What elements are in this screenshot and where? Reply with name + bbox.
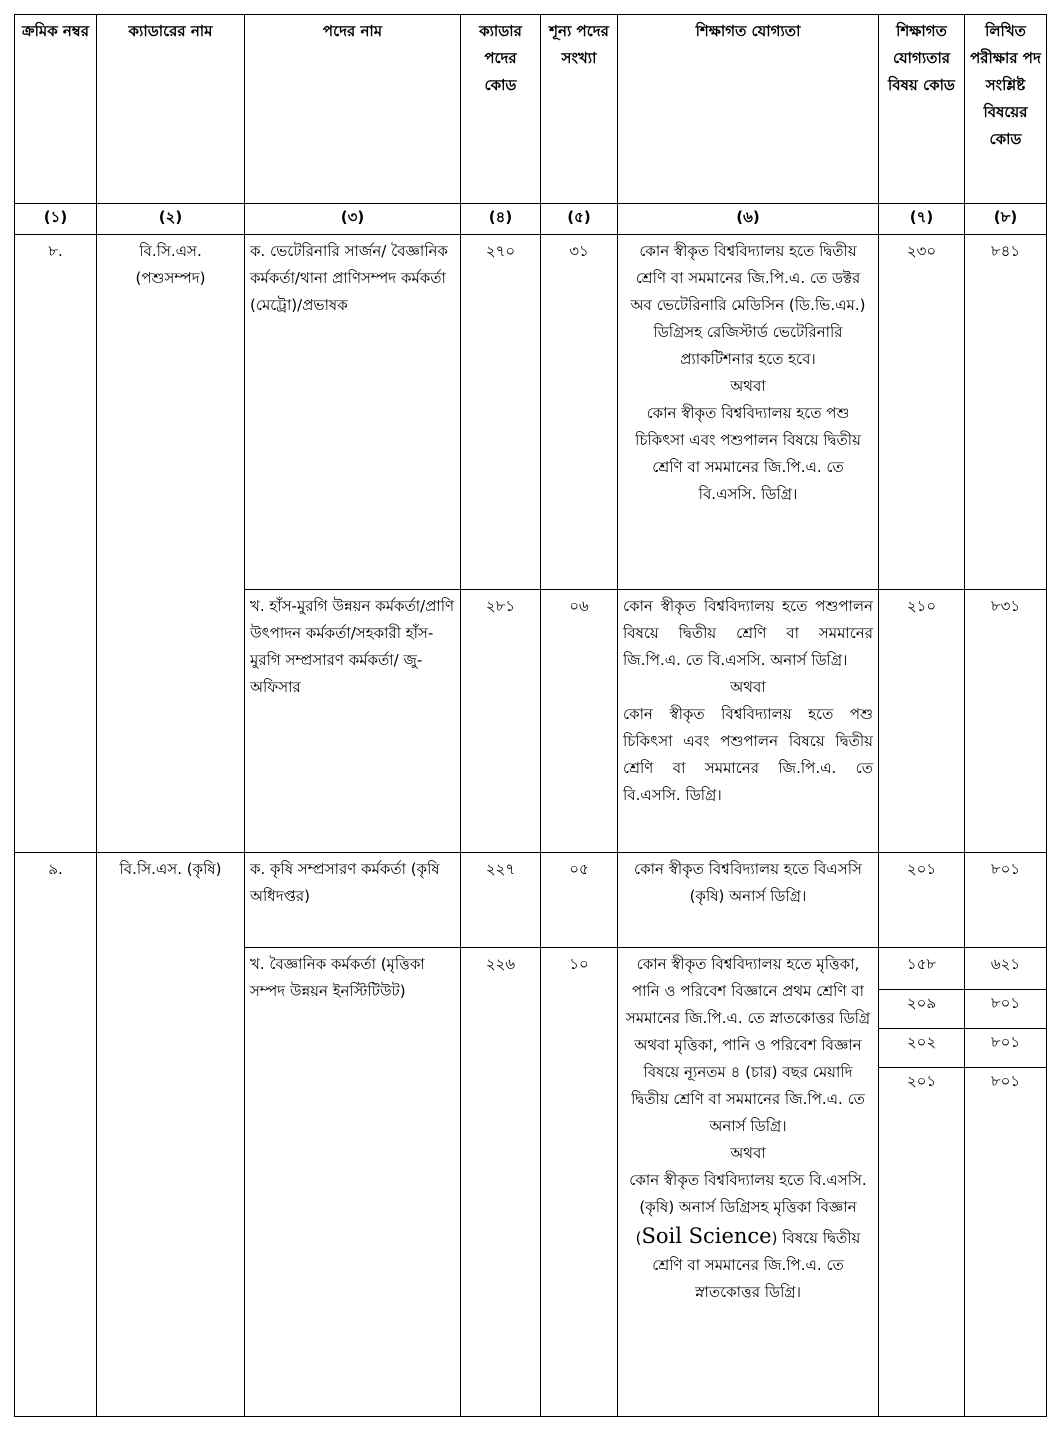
soil-science-text: Soil Science bbox=[641, 1224, 772, 1248]
header-code: ক্যাডার পদের কোড bbox=[461, 15, 541, 204]
vacancy-table bbox=[14, 14, 1047, 1417]
cadre-cell: বি.সি.এস. (পশুসম্পদ) bbox=[97, 235, 245, 853]
exam-code-cell: ৮০১ bbox=[965, 853, 1047, 948]
or-label: অথবা bbox=[730, 377, 766, 395]
vacancy-cell: ০৫ bbox=[541, 853, 618, 948]
post-name-cell: খ. হাঁস-মুরগি উন্নয়ন কর্মকর্তা/প্রাণি উৎপাদন কর্মকর্তা/সহকারী হাঁস-মুরগি সম্প্রসারণ কর্মকর্তা/ জু-অফিসার bbox=[245, 590, 461, 853]
qualification-cell bbox=[618, 590, 879, 853]
vacancy-cell: ০৬ bbox=[541, 590, 618, 853]
table-row bbox=[15, 235, 1047, 590]
header-cadre: ক্যাডারের নাম bbox=[97, 15, 245, 204]
post-name-cell: ক. কৃষি সম্প্রসারণ কর্মকর্তা (কৃষি অধিদপ্তর) bbox=[245, 853, 461, 948]
header-vacancy: শূন্য পদের সংখ্যা bbox=[541, 15, 618, 204]
qualification-cell bbox=[618, 853, 879, 948]
qualification-text: কোন স্বীকৃত বিশ্ববিদ্যালয় হতে দ্বিতীয় শ্রেণি বা সমমানের জি.পি.এ. তে ডক্টর অব ভেটেরিনারি মেডিসিন (ডি.ভি.এম.) ডিগ্রিসহ রেজিস্টার্ড ভেটেরিনারি প্র্যাকটিশনার হতে হবে। bbox=[630, 242, 866, 368]
col-number: (৩) bbox=[245, 204, 461, 235]
subject-code: ২০২ bbox=[879, 1029, 964, 1068]
serial-cell: ৯. bbox=[15, 853, 97, 1417]
col-number: (৬) bbox=[618, 204, 879, 235]
col-number: (৪) bbox=[461, 204, 541, 235]
exam-code: ৮০১ bbox=[990, 1072, 1021, 1090]
subject-code-cell: ২৩০ bbox=[879, 235, 965, 590]
qualification-cell bbox=[618, 948, 879, 1417]
qualification-text bbox=[623, 1167, 873, 1306]
qualification-text: কোন স্বীকৃত বিশ্ববিদ্যালয় হতে মৃত্তিকা, পানি ও পরিবেশ বিজ্ঞানে প্রথম শ্রেণি বা সমমানের জি.পি.এ. তে স্নাতকোত্তর ডিগ্রি অথবা মৃত্তিকা, পানি ও পরিবেশ বিজ্ঞান বিষয়ে ন্যূনতম ৪ (চার) বছর মেয়াদি দ্বিতীয় শ্রেণি বা সমমানের জি.পি.এ. তে অনার্স ডিগ্রি। bbox=[625, 955, 871, 1135]
serial-cell: ৮. bbox=[15, 235, 97, 853]
exam-code: ৮০১ bbox=[965, 1029, 1046, 1068]
qualification-text-part: কোন স্বীকৃত বিশ্ববিদ্যালয় হতে বি.এসসি. (কৃষি) অনার্স ডিগ্রিসহ মৃত্তিকা বিজ্ঞান ( bbox=[629, 1171, 867, 1247]
header-exam-code: লিখিত পরীক্ষার পদ সংশ্লিষ্ট বিষয়ের কোড bbox=[965, 15, 1047, 204]
header-subject-code: শিক্ষাগত যোগ্যতার বিষয় কোড bbox=[879, 15, 965, 204]
exam-code-cell bbox=[965, 948, 1047, 1417]
post-code-cell: ২২৭ bbox=[461, 853, 541, 948]
post-code-cell: ২৮১ bbox=[461, 590, 541, 853]
or-label: অথবা bbox=[730, 678, 766, 696]
column-number-row bbox=[15, 204, 1047, 235]
subject-code-cell bbox=[879, 948, 965, 1417]
exam-code-cell: ৮৪১ bbox=[965, 235, 1047, 590]
post-name-cell: খ. বৈজ্ঞানিক কর্মকর্তা (মৃত্তিকা সম্পদ উন্নয়ন ইনস্টিটিউট) bbox=[245, 948, 461, 1417]
post-code-cell: ২৭০ bbox=[461, 235, 541, 590]
col-number: (৮) bbox=[965, 204, 1047, 235]
col-number: (৭) bbox=[879, 204, 965, 235]
header-row bbox=[15, 15, 1047, 204]
table-row bbox=[15, 853, 1047, 948]
qualification-text: কোন স্বীকৃত বিশ্ববিদ্যালয় হতে পশু চিকিৎসা এবং পশুপালন বিষয়ে দ্বিতীয় শ্রেণি বা সমমানের জি.পি.এ. তে বি.এসসি. ডিগ্রি। bbox=[623, 705, 873, 804]
subject-code-cell: ২০১ bbox=[879, 853, 965, 948]
qualification-text: কোন স্বীকৃত বিশ্ববিদ্যালয় হতে পশু চিকিৎসা এবং পশুপালন বিষয়ে দ্বিতীয় শ্রেণি বা সমমানের জি.পি.এ. তে বি.এসসি. ডিগ্রি। bbox=[635, 404, 861, 503]
subject-code: ২০১ bbox=[906, 1072, 937, 1090]
qualification-text: কোন স্বীকৃত বিশ্ববিদ্যালয় হতে পশুপালন বিষয়ে দ্বিতীয় শ্রেণি বা সমমানের জি.পি.এ. তে বি.এসসি. অনার্স ডিগ্রি। bbox=[623, 597, 873, 669]
vacancy-cell: ১০ bbox=[541, 948, 618, 1417]
post-name-cell: ক. ভেটেরিনারি সার্জন/ বৈজ্ঞানিক কর্মকর্তা/থানা প্রাণিসম্পদ কর্মকর্তা (মেট্রো)/প্রভাষক bbox=[245, 235, 461, 590]
qualification-cell bbox=[618, 235, 879, 590]
exam-code: ৬২১ bbox=[965, 951, 1046, 990]
col-number: (২) bbox=[97, 204, 245, 235]
subject-code: ২০৯ bbox=[879, 990, 964, 1029]
header-serial: ক্রমিক নম্বর bbox=[15, 15, 97, 204]
qualification-text-part: ) বিষয়ে দ্বিতীয় শ্রেণি বা সমমানের জি.পি.এ. তে স্নাতকোত্তর ডিগ্রি। bbox=[652, 1229, 861, 1301]
cadre-cell: বি.সি.এস. (কৃষি) bbox=[97, 853, 245, 1417]
exam-code: ৮০১ bbox=[965, 990, 1046, 1029]
subject-code: ১৫৮ bbox=[879, 951, 964, 990]
col-number: (৫) bbox=[541, 204, 618, 235]
post-code-cell: ২২৬ bbox=[461, 948, 541, 1417]
exam-code-cell: ৮৩১ bbox=[965, 590, 1047, 853]
col-number: (১) bbox=[15, 204, 97, 235]
header-post: পদের নাম bbox=[245, 15, 461, 204]
subject-code-cell: ২১০ bbox=[879, 590, 965, 853]
header-qualification: শিক্ষাগত যোগ্যতা bbox=[618, 15, 879, 204]
or-label: অথবা bbox=[730, 1144, 766, 1162]
vacancy-cell: ৩১ bbox=[541, 235, 618, 590]
qualification-text: কোন স্বীকৃত বিশ্ববিদ্যালয় হতে বিএসসি (কৃষি) অনার্স ডিগ্রি। bbox=[634, 860, 862, 905]
